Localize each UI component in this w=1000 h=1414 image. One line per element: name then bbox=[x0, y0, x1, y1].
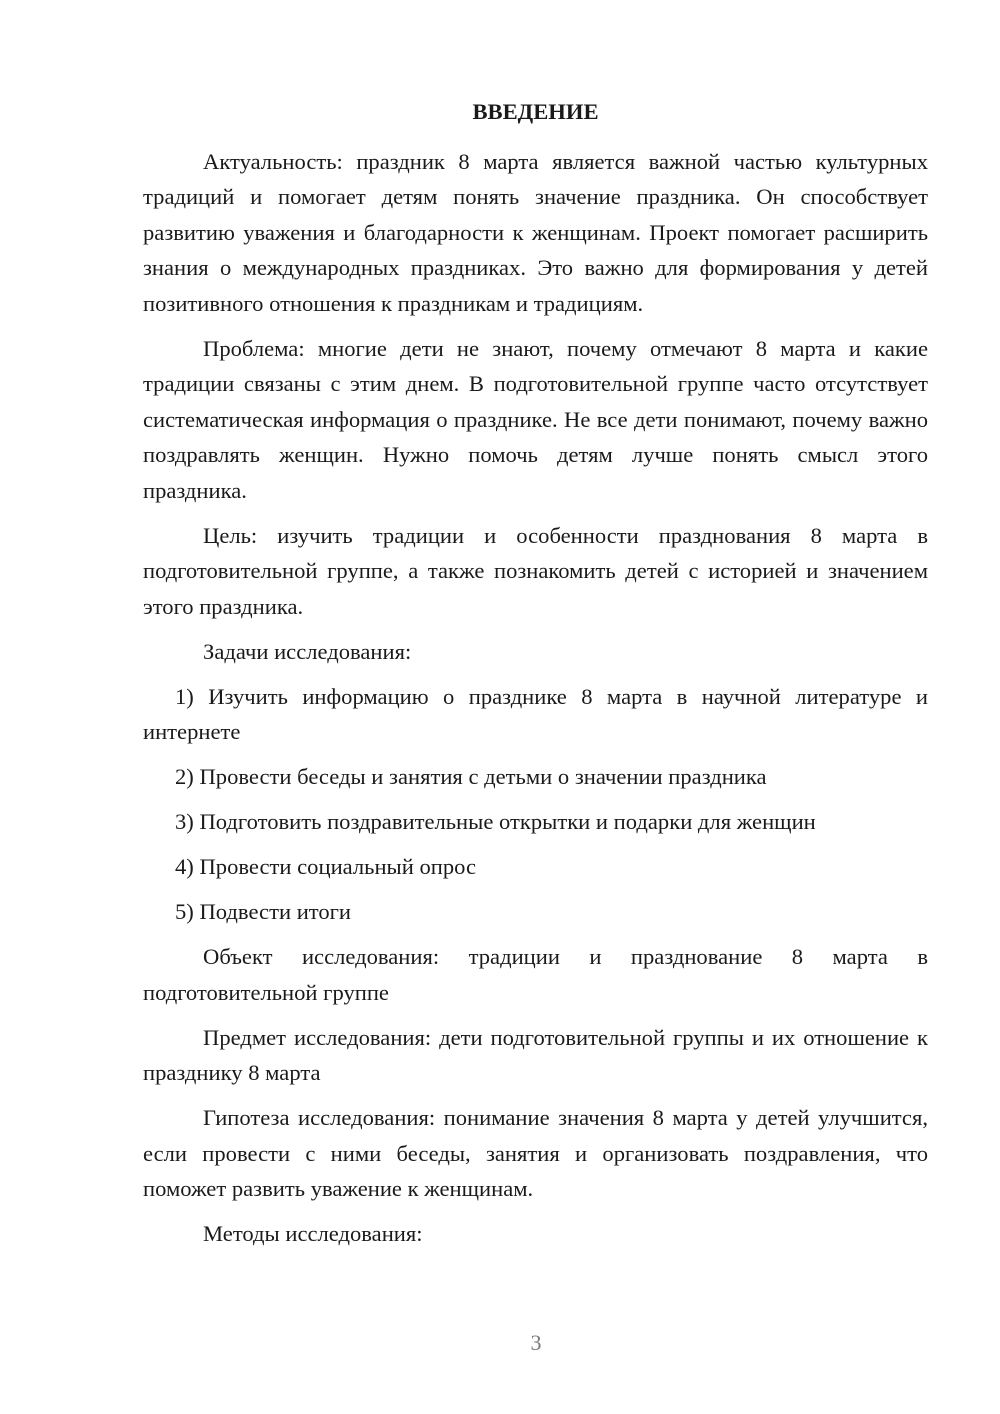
tasks-heading: Задачи исследования: bbox=[203, 638, 412, 664]
page-number: 3 bbox=[530, 1330, 542, 1355]
relevance-paragraph: Актуальность: праздник 8 марта является важной частью культурных традиций и помогает детям понять значение праздника. Он способствует развитию уважения и благодарности к женщинам. Проект помогает расширить знания о международных праздниках. Это важно для формирования у детей позитивного отношения к праздникам и традициям. bbox=[143, 148, 928, 316]
page-title: ВВЕДЕНИЕ bbox=[472, 99, 599, 124]
document-body bbox=[143, 94, 928, 1261]
task-item-1: 1) Изучить информацию о празднике 8 марта в научной литературе и интернете bbox=[143, 683, 928, 744]
task-item-2: 2) Провести беседы и занятия с детьми о значении праздника bbox=[175, 764, 767, 789]
hypothesis-paragraph: Гипотеза исследования: понимание значения 8 марта у детей улучшится, если провести с ними беседы, занятия и организовать поздравления, что поможет развить уважение к женщинам. bbox=[143, 1105, 928, 1201]
methods-heading: Методы исследования: bbox=[203, 1221, 423, 1246]
task-item-5: 5) Подвести итоги bbox=[175, 899, 352, 924]
task-item-3: 3) Подготовить поздравительные открытки и подарки для женщин bbox=[175, 809, 816, 834]
object-paragraph: Объект исследования: традиции и празднование 8 марта в подготовительной группе bbox=[143, 944, 928, 1005]
subject-paragraph: Предмет исследования: дети подготовительной группы и их отношение к празднику 8 марта bbox=[143, 1024, 928, 1085]
task-item-4: 4) Провести социальный опрос bbox=[175, 854, 477, 879]
goal-paragraph: Цель: изучить традиции и особенности празднования 8 марта в подготовительной группе, а также познакомить детей с историей и значением этого праздника. bbox=[143, 522, 928, 619]
problem-paragraph: Проблема: многие дети не знают, почему отмечают 8 марта и какие традиции связаны с этим днем. В подготовительной группе часто отсутствует систематическая информация о празднике. Не все дети понимают, почему важно поздравлять женщин. Нужно помочь детям лучше понять смысл этого праздника. bbox=[143, 335, 928, 503]
